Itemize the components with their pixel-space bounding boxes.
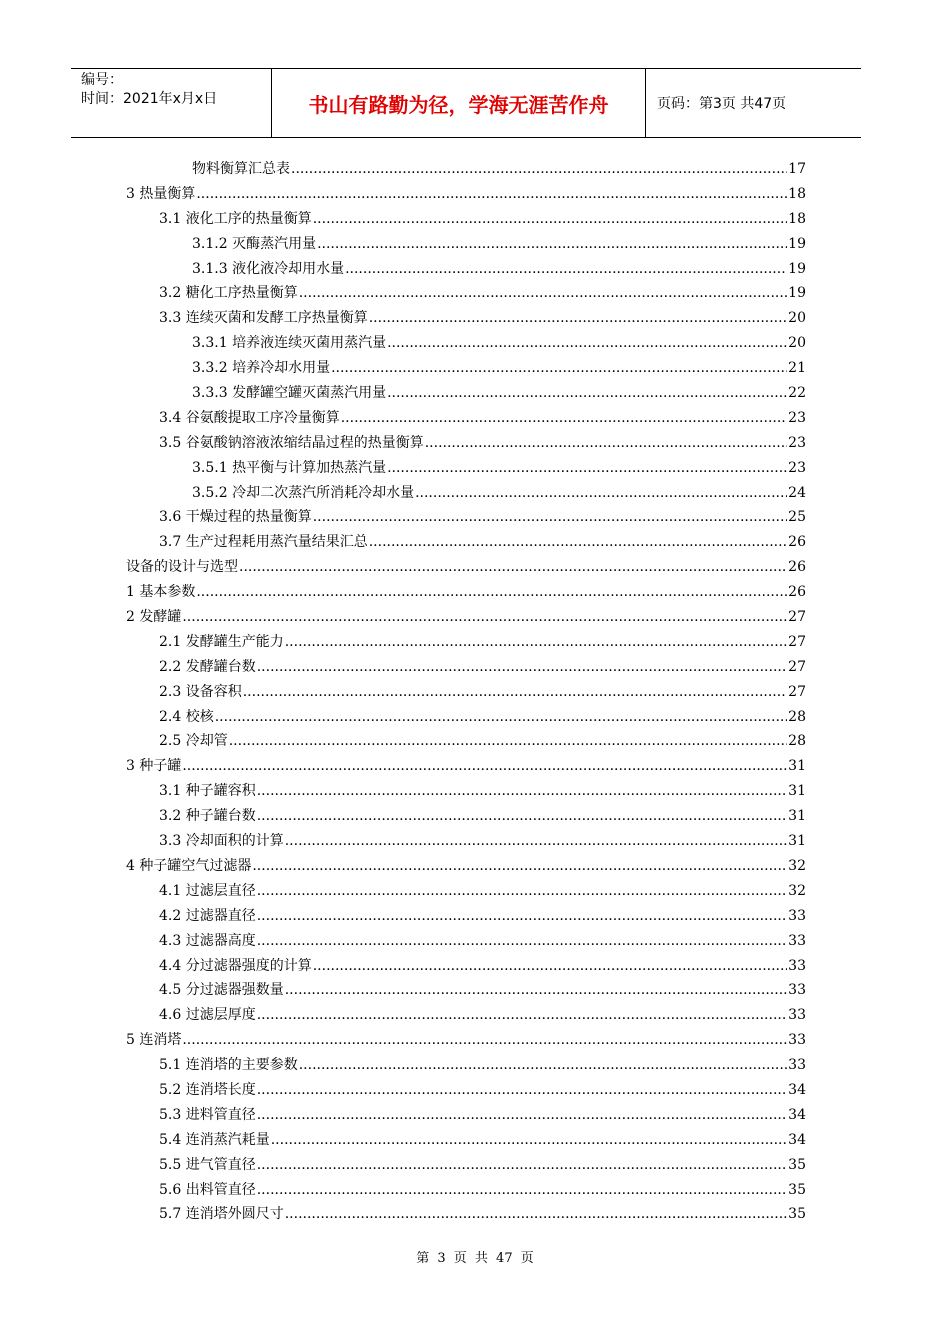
toc-entry-page: 33 [788, 982, 806, 999]
toc-entry[interactable] [126, 904, 806, 929]
toc-entry-page: 31 [788, 833, 806, 850]
toc-leader-dots [257, 804, 787, 829]
toc-entry-page: 20 [788, 335, 806, 352]
toc-entry[interactable] [126, 1128, 806, 1153]
toc-entry[interactable] [126, 481, 806, 506]
toc-entry-page: 35 [788, 1156, 806, 1173]
toc-leader-dots [257, 1103, 787, 1128]
toc-leader-dots [313, 505, 787, 530]
toc-entry-title: 3.2 糖化工序热量衡算 [159, 285, 298, 302]
toc-leader-dots [285, 630, 787, 655]
toc-entry-page: 28 [788, 708, 806, 725]
page-header [71, 68, 861, 138]
toc-entry[interactable] [126, 182, 806, 207]
toc-entry[interactable] [126, 431, 806, 456]
toc-entry-title: 5.1 连消塔的主要参数 [159, 1057, 298, 1074]
toc-entry-page: 27 [788, 683, 806, 700]
toc-entry-page: 20 [788, 310, 806, 327]
toc-entry-title: 3.3.2 培养冷却水用量 [192, 360, 331, 377]
toc-entry[interactable] [126, 207, 806, 232]
toc-leader-dots [243, 680, 787, 705]
toc-entry-title: 物料衡算汇总表 [192, 161, 290, 177]
toc-leader-dots [387, 381, 787, 406]
toc-entry-title: 5.7 连消塔外圆尺寸 [159, 1206, 284, 1223]
toc-entry[interactable] [126, 257, 806, 282]
toc-leader-dots [345, 257, 787, 282]
toc-leader-dots [239, 555, 787, 580]
toc-entry-page: 34 [788, 1081, 806, 1098]
toc-entry[interactable] [126, 306, 806, 331]
toc-entry-title: 5.4 连消蒸汽耗量 [159, 1131, 270, 1148]
toc-entry-title: 5.5 进气管直径 [159, 1156, 256, 1173]
toc-entry-page: 23 [788, 459, 806, 476]
toc-entry-page: 19 [788, 260, 806, 277]
toc-entry-title: 3 种子罐 [126, 758, 182, 775]
toc-entry-page: 34 [788, 1106, 806, 1123]
toc-entry-title: 3.4 谷氨酸提取工序冷量衡算 [159, 409, 340, 426]
toc-leader-dots [285, 978, 787, 1003]
toc-entry[interactable] [126, 1153, 806, 1178]
toc-entry-page: 25 [788, 509, 806, 526]
toc-entry-title: 设备的设计与选型 [126, 559, 238, 576]
toc-entry-page: 32 [788, 857, 806, 874]
toc-entry-title: 3.3.3 发酵罐空罐灭菌蒸汽用量 [192, 385, 387, 402]
toc-entry-title: 5.6 出料管直径 [159, 1181, 256, 1198]
toc-leader-dots [257, 929, 787, 954]
toc-leader-dots [313, 207, 787, 232]
toc-leader-dots [425, 431, 787, 456]
toc-entry-title: 3 热量衡算 [126, 185, 196, 202]
toc-entry[interactable] [126, 1003, 806, 1028]
toc-leader-dots [257, 1078, 787, 1103]
toc-entry-page: 28 [788, 733, 806, 750]
toc-entry[interactable] [126, 1028, 806, 1053]
toc-leader-dots [257, 1153, 787, 1178]
toc-entry-page: 33 [788, 907, 806, 924]
toc-leader-dots [291, 157, 787, 182]
toc-entry-title: 3.1 液化工序的热量衡算 [159, 210, 312, 227]
toc-leader-dots [313, 954, 787, 979]
toc-entry[interactable] [126, 456, 806, 481]
toc-leader-dots [299, 1053, 787, 1078]
toc-entry[interactable] [126, 605, 806, 630]
toc-entry[interactable] [126, 879, 806, 904]
toc-leader-dots [196, 580, 787, 605]
toc-entry[interactable] [126, 929, 806, 954]
toc-entry[interactable] [126, 555, 806, 580]
toc-entry[interactable] [126, 381, 806, 406]
toc-entry[interactable] [126, 580, 806, 605]
toc-leader-dots [257, 655, 787, 680]
header-meta [71, 69, 271, 137]
toc-entry-title: 2.1 发酵罐生产能力 [159, 633, 284, 650]
toc-entry-page: 31 [788, 758, 806, 775]
toc-entry-title: 2.4 校核 [159, 708, 214, 725]
toc-entry-page: 33 [788, 957, 806, 974]
toc-entry-page: 33 [788, 1057, 806, 1074]
toc-entry[interactable] [126, 804, 806, 829]
header-page-info: 页码：第3页 共47页 [657, 96, 787, 112]
toc-entry-page: 34 [788, 1131, 806, 1148]
toc-entry-title: 4 种子罐空气过滤器 [126, 857, 252, 874]
toc-entry-title: 2.3 设备容积 [159, 683, 242, 700]
toc-entry-title: 2.5 冷却管 [159, 733, 228, 750]
table-of-contents [126, 157, 806, 1227]
toc-entry-page: 35 [788, 1181, 806, 1198]
toc-leader-dots [182, 754, 787, 779]
toc-entry-page: 31 [788, 783, 806, 800]
toc-entry-title: 4.3 过滤器高度 [159, 932, 256, 949]
toc-entry-page: 18 [788, 210, 806, 227]
toc-leader-dots [257, 1003, 787, 1028]
toc-entry[interactable] [126, 1078, 806, 1103]
toc-entry-page: 24 [788, 484, 806, 501]
toc-leader-dots [196, 182, 787, 207]
toc-entry[interactable] [126, 655, 806, 680]
toc-leader-dots [229, 729, 787, 754]
toc-leader-dots [257, 1178, 787, 1203]
time-label: 时间：2021年x月x日 [81, 91, 218, 107]
toc-leader-dots [387, 456, 787, 481]
toc-leader-dots [215, 705, 787, 730]
toc-entry-page: 26 [788, 559, 806, 576]
toc-entry-page: 19 [788, 235, 806, 252]
toc-entry[interactable] [126, 680, 806, 705]
toc-leader-dots [285, 829, 787, 854]
toc-entry[interactable] [126, 978, 806, 1003]
toc-entry-title: 4.4 分过滤器强度的计算 [159, 957, 312, 974]
toc-entry[interactable] [126, 854, 806, 879]
toc-entry-page: 21 [788, 360, 806, 377]
toc-entry[interactable] [126, 630, 806, 655]
toc-leader-dots [182, 1028, 787, 1053]
toc-leader-dots [317, 232, 787, 257]
toc-entry-title: 3.5 谷氨酸钠溶液浓缩结晶过程的热量衡算 [159, 434, 424, 451]
toc-leader-dots [182, 605, 787, 630]
toc-entry-page: 22 [788, 385, 806, 402]
header-motto: 书山有路勤为径，学海无涯苦作舟 [271, 69, 646, 137]
toc-entry-page: 33 [788, 1007, 806, 1024]
toc-entry[interactable] [126, 331, 806, 356]
toc-entry-page: 33 [788, 1032, 806, 1049]
toc-entry-page: 19 [788, 285, 806, 302]
toc-leader-dots [369, 530, 787, 555]
toc-leader-dots [331, 356, 787, 381]
toc-leader-dots [271, 1128, 787, 1153]
toc-entry-page: 23 [788, 434, 806, 451]
toc-leader-dots [341, 406, 787, 431]
toc-entry[interactable] [126, 829, 806, 854]
toc-leader-dots [257, 879, 787, 904]
toc-entry-title: 5.3 进料管直径 [159, 1106, 256, 1123]
toc-entry[interactable] [126, 232, 806, 257]
toc-entry-page: 26 [788, 584, 806, 601]
toc-entry-page: 32 [788, 882, 806, 899]
toc-leader-dots [299, 281, 787, 306]
toc-entry-title: 3.1.3 液化液冷却用水量 [192, 260, 345, 277]
toc-entry[interactable] [126, 406, 806, 431]
toc-entry-title: 5 连消塔 [126, 1032, 182, 1049]
toc-leader-dots [257, 779, 787, 804]
toc-entry-page: 18 [788, 185, 806, 202]
toc-entry-page: 26 [788, 534, 806, 551]
toc-entry-title: 4.5 分过滤器强数量 [159, 982, 284, 999]
toc-entry-page: 23 [788, 409, 806, 426]
toc-entry-page: 31 [788, 808, 806, 825]
toc-entry-page: 27 [788, 633, 806, 650]
toc-entry-title: 3.2 种子罐台数 [159, 808, 256, 825]
toc-leader-dots [387, 331, 787, 356]
toc-leader-dots [257, 904, 787, 929]
toc-entry[interactable] [126, 779, 806, 804]
toc-entry[interactable] [126, 1202, 806, 1227]
toc-entry-title: 3.3 冷却面积的计算 [159, 833, 284, 850]
toc-entry-title: 3.3 连续灭菌和发酵工序热量衡算 [159, 310, 368, 327]
toc-entry-title: 4.6 过滤层厚度 [159, 1007, 256, 1024]
toc-entry-title: 3.3.1 培养液连续灭菌用蒸汽量 [192, 335, 387, 352]
toc-entry[interactable] [126, 157, 806, 182]
toc-entry-title: 1 基本参数 [126, 584, 196, 601]
toc-entry-title: 4.1 过滤层直径 [159, 882, 256, 899]
toc-entry-title: 5.2 连消塔长度 [159, 1081, 256, 1098]
toc-entry-title: 3.1.2 灭酶蒸汽用量 [192, 235, 317, 252]
toc-leader-dots [415, 481, 787, 506]
toc-entry-title: 4.2 过滤器直径 [159, 907, 256, 924]
toc-entry-title: 3.5.2 冷却二次蒸汽所消耗冷却水量 [192, 484, 415, 501]
toc-entry[interactable] [126, 1178, 806, 1203]
toc-entry-title: 3.7 生产过程耗用蒸汽量结果汇总 [159, 534, 368, 551]
page-footer: 第 3 页 共 47 页 [416, 1251, 534, 1266]
toc-entry-title: 3.5.1 热平衡与计算加热蒸汽量 [192, 459, 387, 476]
toc-entry-page: 17 [788, 161, 806, 177]
toc-entry[interactable] [126, 530, 806, 555]
toc-leader-dots [369, 306, 787, 331]
toc-leader-dots [285, 1202, 787, 1227]
toc-entry[interactable] [126, 1053, 806, 1078]
toc-entry[interactable] [126, 505, 806, 530]
toc-entry-title: 3.6 干燥过程的热量衡算 [159, 509, 312, 526]
toc-entry-page: 27 [788, 658, 806, 675]
toc-entry-title: 2 发酵罐 [126, 609, 182, 626]
toc-entry[interactable] [126, 705, 806, 730]
toc-entry-title: 2.2 发酵罐台数 [159, 658, 256, 675]
toc-entry[interactable] [126, 356, 806, 381]
toc-entry[interactable] [126, 1103, 806, 1128]
toc-entry-page: 27 [788, 609, 806, 626]
toc-entry-page: 33 [788, 932, 806, 949]
toc-leader-dots [252, 854, 787, 879]
toc-entry[interactable] [126, 281, 806, 306]
toc-entry[interactable] [126, 754, 806, 779]
number-label: 编号： [81, 72, 123, 88]
toc-entry-page: 35 [788, 1206, 806, 1223]
toc-entry[interactable] [126, 954, 806, 979]
toc-entry[interactable] [126, 729, 806, 754]
toc-entry-title: 3.1 种子罐容积 [159, 783, 256, 800]
